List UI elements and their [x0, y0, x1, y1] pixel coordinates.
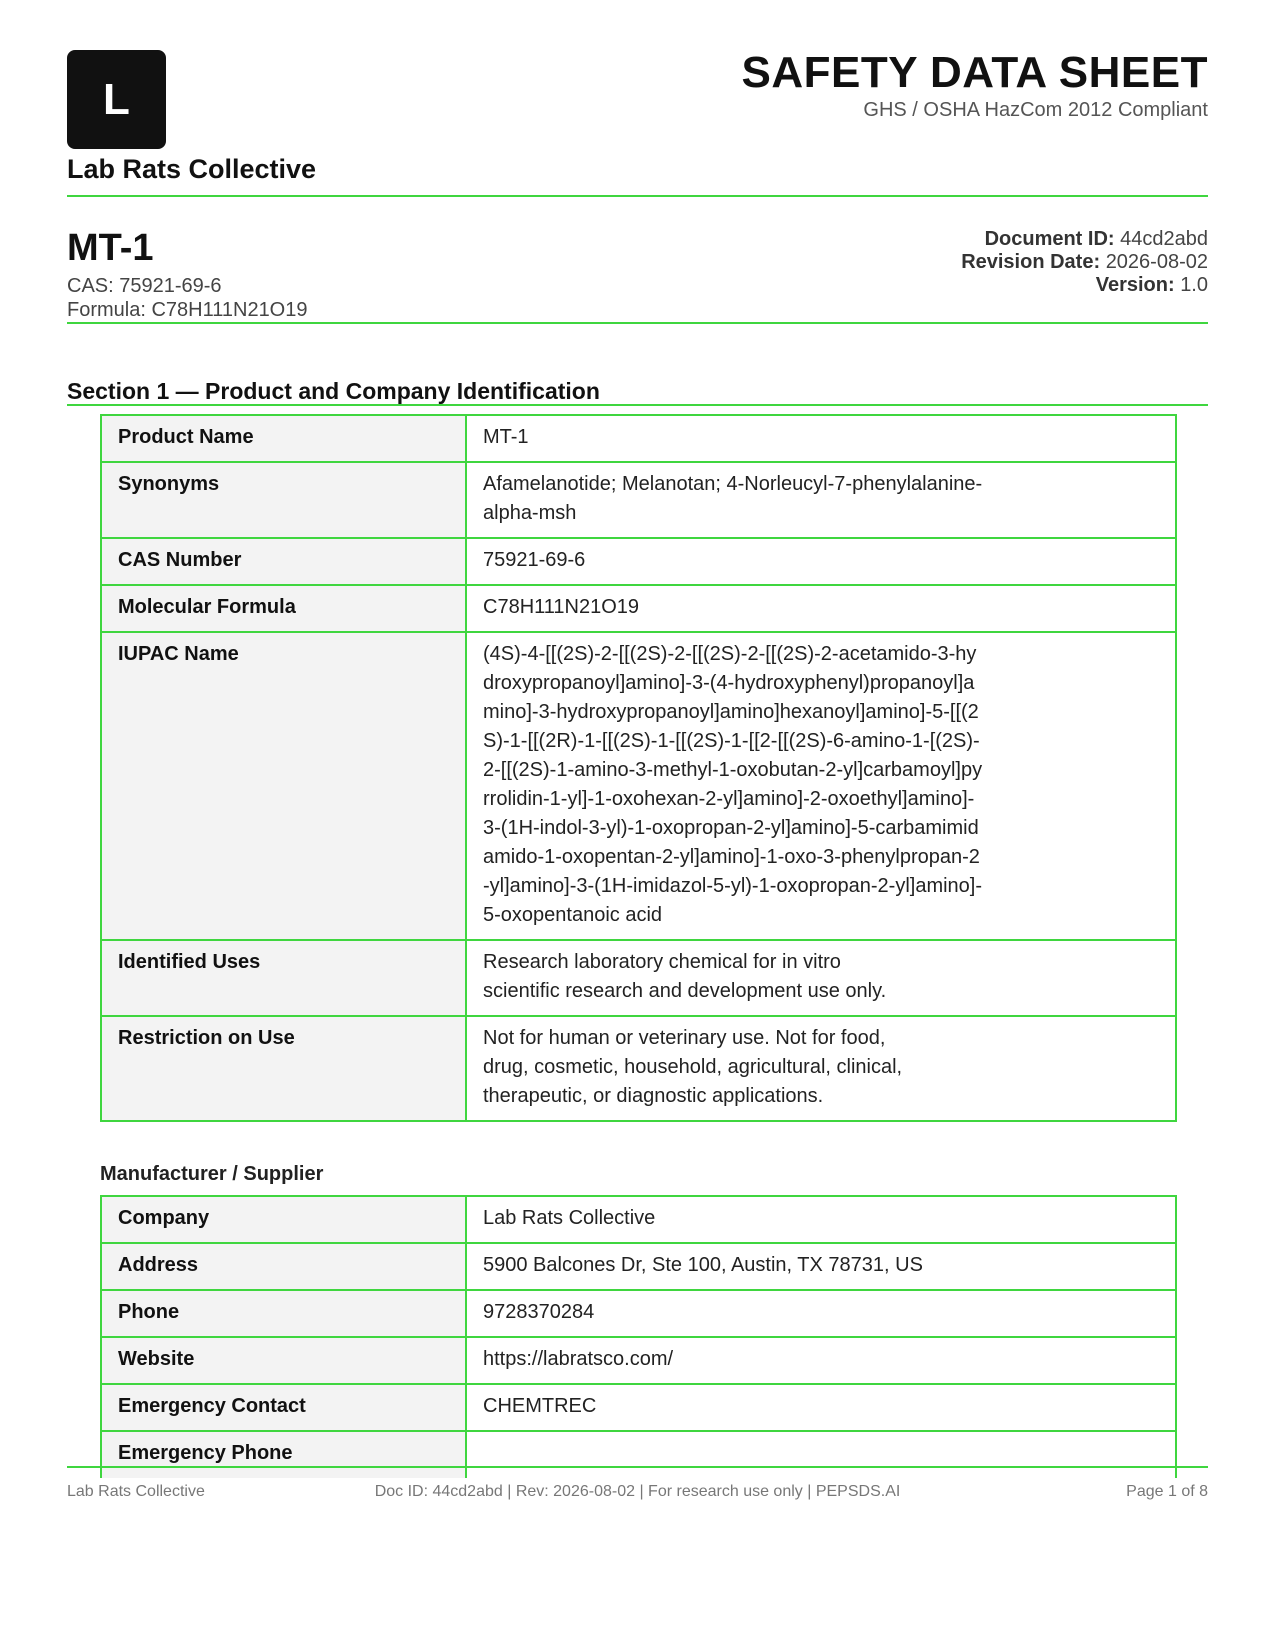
- table-row: [101, 1384, 1176, 1431]
- row-value: 5900 Balcones Dr, Ste 100, Austin, TX 78731, US: [466, 1243, 1176, 1290]
- row-value: MT-1: [466, 415, 1176, 462]
- row-value: [466, 1431, 1176, 1478]
- footer-doc-info: Doc ID: 44cd2abd | Rev: 2026-08-02 | For research use only | PEPSDS.AI: [374, 1483, 901, 1500]
- row-value: C78H111N21O19: [466, 585, 1176, 632]
- product-cas: CAS: 75921-69-6: [67, 275, 222, 297]
- footer-divider: [67, 1466, 1208, 1468]
- version-label: Version:: [1095, 274, 1175, 296]
- row-value: Lab Rats Collective: [466, 1196, 1176, 1243]
- row-label: IUPAC Name: [101, 632, 466, 940]
- table-row: [101, 940, 1176, 1016]
- footer-page-number: Page 1 of 8: [1126, 1483, 1208, 1500]
- row-label: Company: [101, 1196, 466, 1243]
- row-label: Restriction on Use: [101, 1016, 466, 1121]
- row-value: Afamelanotide; Melanotan; 4-Norleucyl-7-phenylalanine-alpha-msh: [483, 473, 983, 524]
- table-row: [101, 1337, 1176, 1384]
- company-logo: [67, 50, 166, 149]
- row-value: (4S)-4-[[(2S)-2-[[(2S)-2-[[(2S)-2-[[(2S)-2-acetamido-3-hydroxypropanoyl]amino]-3-(4-hydroxyphenyl)propanoyl]amino]-3-hydroxypropanoyl]amino]hexanoyl]amino]-5-[[(2S)-1-[[(2R)-1-[[(2S)-1-[[(2S)-1-[[2-[[(2S)-6-amino-1-[(2S)-2-[[(2S)-1-amino-3-methyl-1-oxobutan-2-yl]carbamoyl]pyrrolidin-1-yl]-1-oxohexan-2-yl]amino]-2-oxoethyl]amino]-3-(1H-indol-3-yl)-1-oxopropan-2-yl]amino]-5-carbamimidamido-1-oxopentan-2-yl]amino]-1-oxo-3-phenylpropan-2-yl]amino]-3-(1H-imidazol-5-yl)-1-oxopropan-2-yl]amino]-5-oxopentanoic acid: [483, 643, 983, 926]
- version: [961, 274, 1208, 297]
- section-1-divider: [67, 404, 1208, 406]
- product-divider: [67, 322, 1208, 324]
- table-row: [101, 1196, 1176, 1243]
- document-subtitle: GHS / OSHA HazCom 2012 Compliant: [863, 99, 1208, 121]
- product-formula: Formula: C78H111N21O19: [67, 299, 308, 321]
- row-value: 9728370284: [466, 1290, 1176, 1337]
- manufacturer-heading: Manufacturer / Supplier: [100, 1163, 324, 1185]
- product-name: MT-1: [67, 227, 154, 269]
- table-row: [101, 1290, 1176, 1337]
- row-label: Product Name: [101, 415, 466, 462]
- row-label: Emergency Contact: [101, 1384, 466, 1431]
- document-meta: [961, 228, 1208, 297]
- header-divider: [67, 195, 1208, 197]
- table-row: [101, 538, 1176, 585]
- row-label: Emergency Phone: [101, 1431, 466, 1478]
- product-meta: [67, 274, 308, 322]
- revision-date-label: Revision Date:: [961, 251, 1101, 273]
- document-id-label: Document ID:: [984, 228, 1115, 250]
- website-link[interactable]: https://labratsco.com/: [466, 1337, 1176, 1384]
- table-row: [101, 462, 1176, 538]
- manufacturer-table: [100, 1195, 1177, 1478]
- row-value: CHEMTREC: [466, 1384, 1176, 1431]
- version-value: 1.0: [1180, 274, 1208, 296]
- revision-date: [961, 251, 1208, 274]
- table-row: [101, 415, 1176, 462]
- table-row: [101, 1431, 1176, 1478]
- row-label: CAS Number: [101, 538, 466, 585]
- table-row: [101, 585, 1176, 632]
- revision-date-value: 2026-08-02: [1105, 251, 1208, 273]
- logo-letter: L: [103, 74, 130, 124]
- footer-company: Lab Rats Collective: [67, 1483, 205, 1500]
- document-id: [961, 228, 1208, 251]
- row-value: Research laboratory chemical for in vitro scientific research and development use only.: [483, 951, 887, 1002]
- table-row: [101, 632, 1176, 940]
- company-name: Lab Rats Collective: [67, 154, 317, 184]
- document-title: SAFETY DATA SHEET: [741, 48, 1208, 97]
- row-label: Identified Uses: [101, 940, 466, 1016]
- sds-page: [67, 0, 1208, 1650]
- row-label: Website: [101, 1337, 466, 1384]
- table-row: [101, 1243, 1176, 1290]
- section-1-title: Section 1 — Product and Company Identification: [67, 378, 600, 404]
- row-label: Address: [101, 1243, 466, 1290]
- row-value: 75921-69-6: [466, 538, 1176, 585]
- document-id-value: 44cd2abd: [1120, 228, 1208, 250]
- product-identification-table: [100, 414, 1177, 1122]
- row-label: Synonyms: [101, 462, 466, 538]
- table-row: [101, 1016, 1176, 1121]
- row-value: Not for human or veterinary use. Not for food, drug, cosmetic, household, agricultural, clinical, therapeutic, or diagnostic applications.: [483, 1027, 903, 1107]
- row-label: Molecular Formula: [101, 585, 466, 632]
- row-label: Phone: [101, 1290, 466, 1337]
